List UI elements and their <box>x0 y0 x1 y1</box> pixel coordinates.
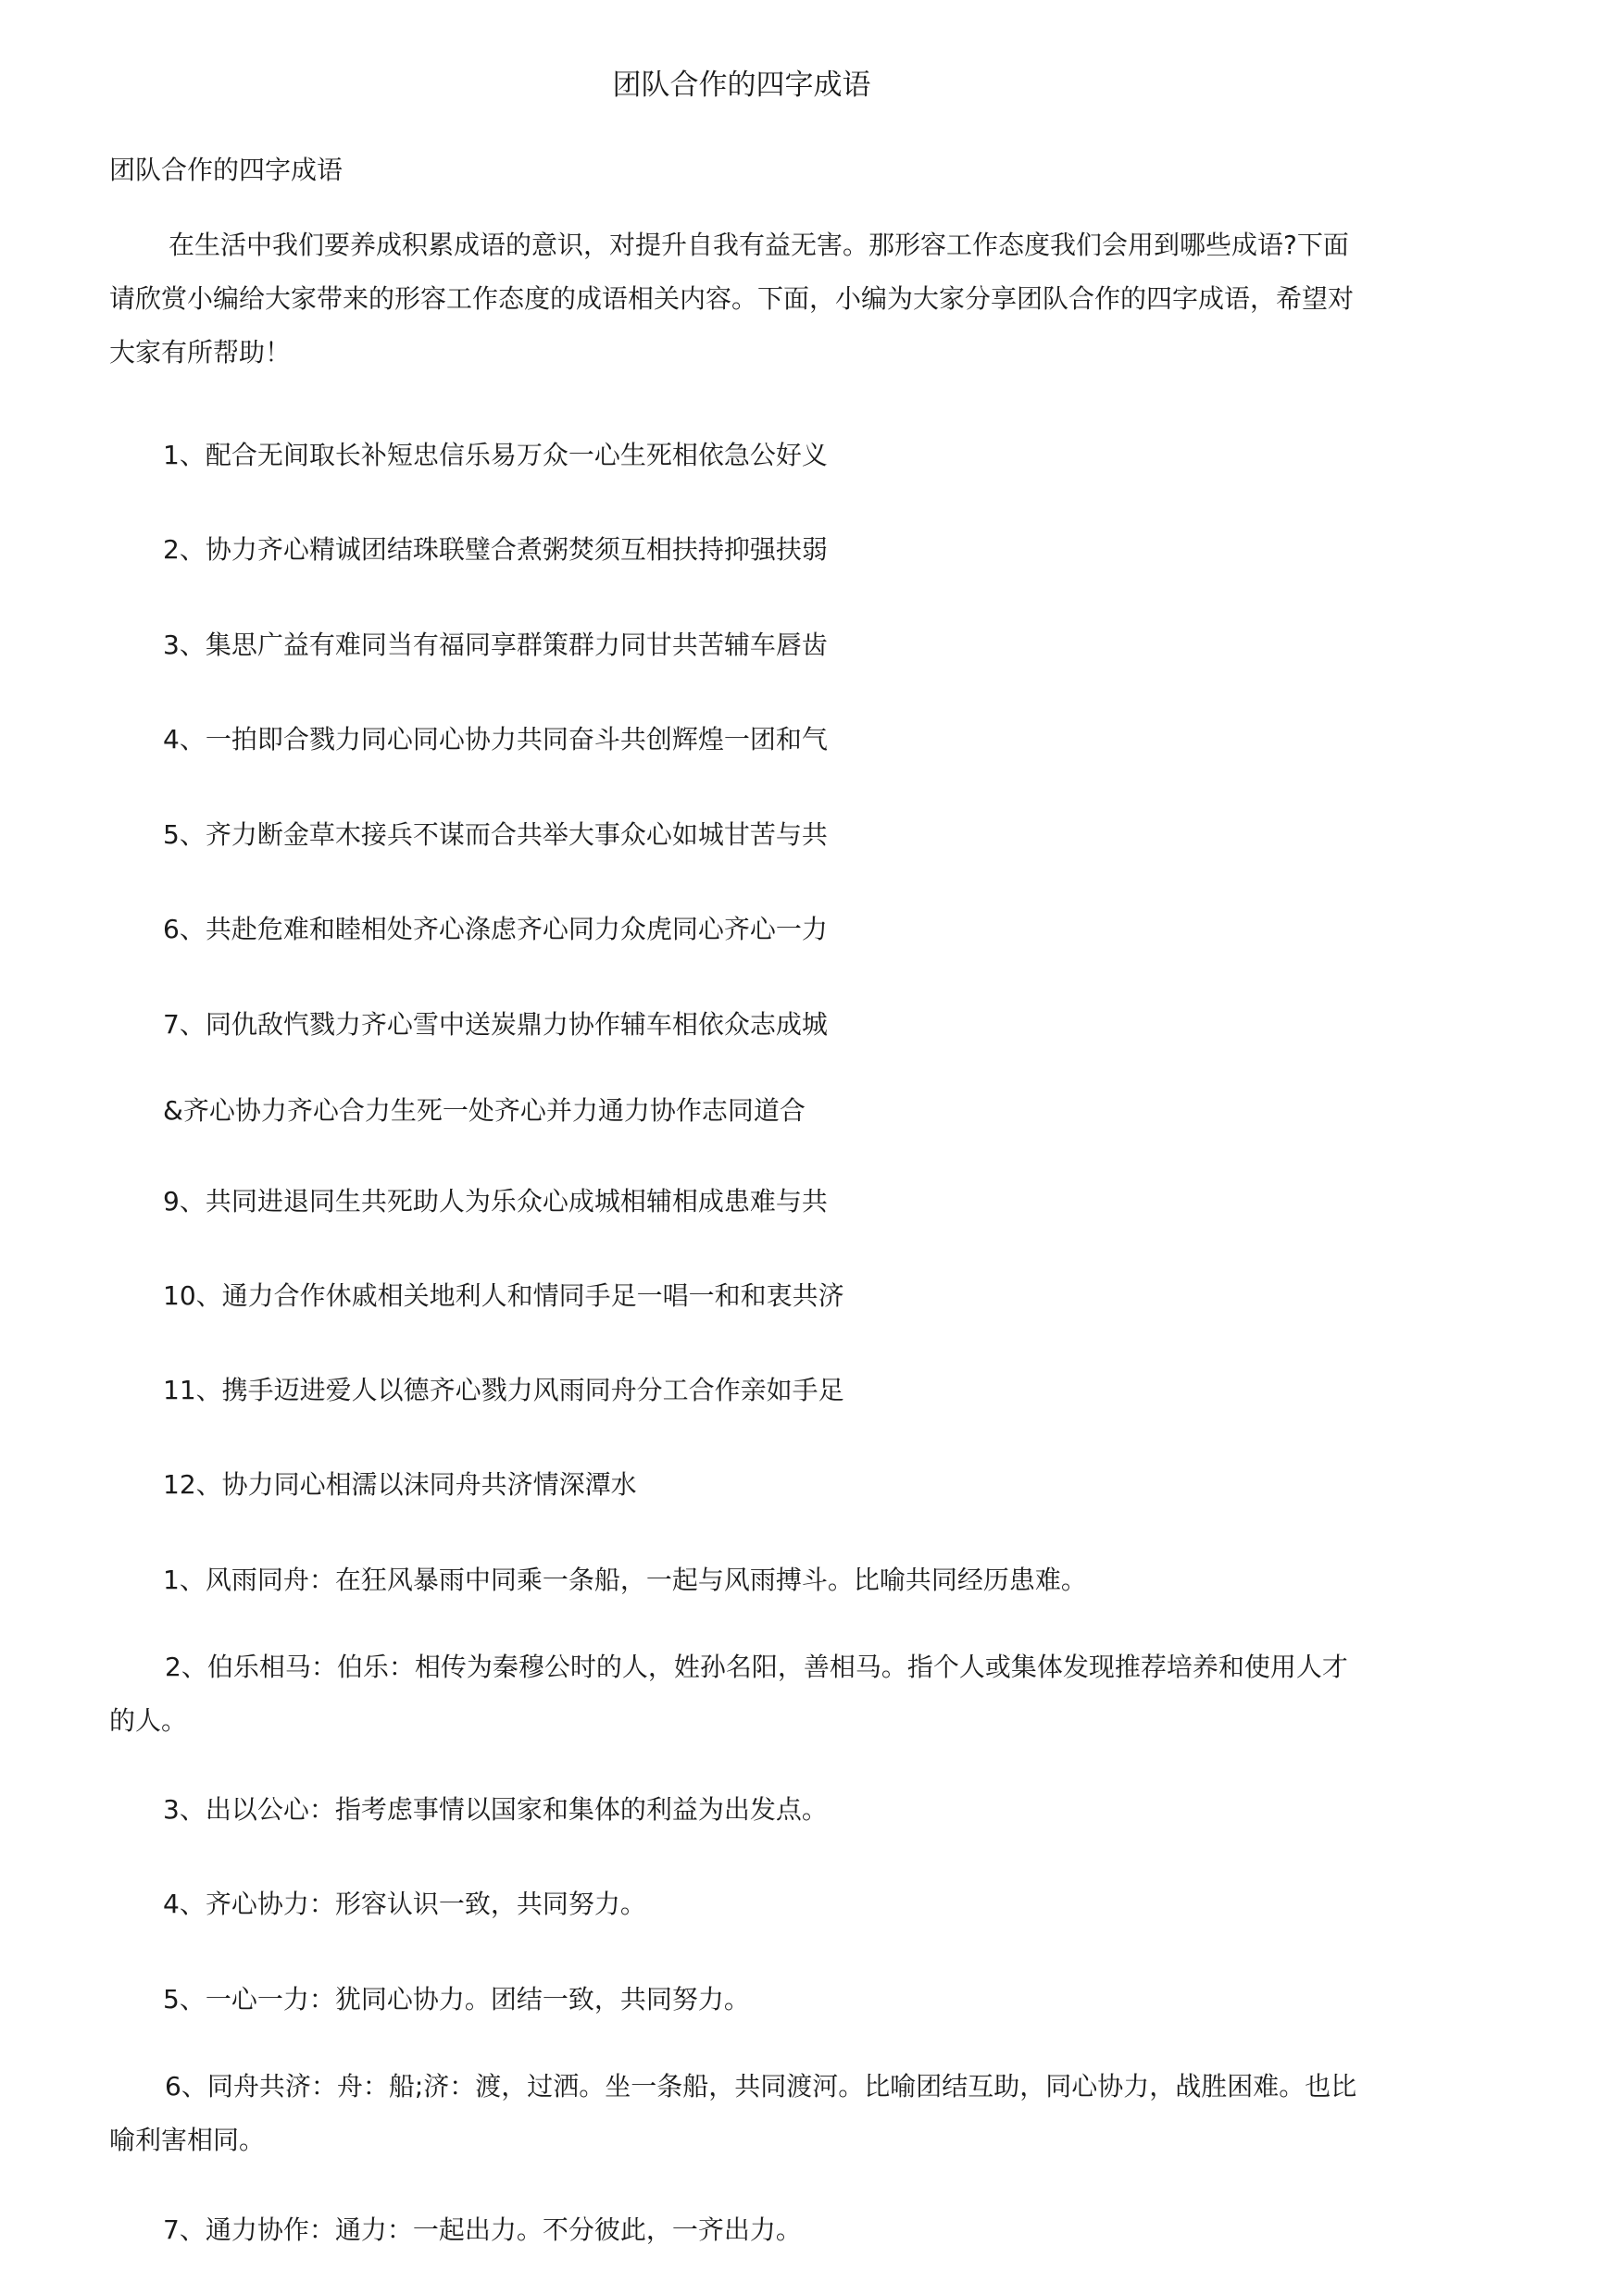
idiom-line: 6、共赴危难和睦相处齐心涤虑齐心同力众虎同心齐心一力 <box>163 914 828 944</box>
definition-item: 2、伯乐相马：伯乐：相传为秦穆公时的人，姓孙名阳，善相马。指个人或集体发现推荐培养和使用人才的人。 <box>109 1652 1348 1736</box>
idiom-line: 5、齐力断金草木接兵不谋而合共举大事众心如城甘苦与共 <box>163 819 828 850</box>
idiom-line: 9、共同进退同生共死助人为乐众心成城相辅相成患难与共 <box>163 1186 828 1216</box>
document-subtitle: 团队合作的四字成语 <box>109 155 344 185</box>
definition-item: 5、一心一力：犹同心协力。团结一致，共同努力。 <box>163 1984 750 2014</box>
definition-item: 1、风雨同舟：在狂风暴雨中同乘一条船，一起与风雨搏斗。比喻共同经历患难。 <box>163 1565 1087 1595</box>
idiom-line: 1、配合无间取长补短忠信乐易万众一心生死相依急公好义 <box>163 440 828 470</box>
definition-item: 6、同舟共济：舟：船;济：渡，过洒。坐一条船，共同渡河。比喻团结互助，同心协力，战胜困难。也比喻利害相同。 <box>109 2071 1357 2155</box>
document-title: 团队合作的四字成语 <box>612 69 871 102</box>
idiom-line: 12、协力同心相濡以沫同舟共济情深潭水 <box>163 1469 637 1500</box>
definition-item: 4、齐心协力：形容认识一致，共同努力。 <box>163 1889 646 1919</box>
idiom-line: 7、同仇敌忾戮力齐心雪中送炭鼎力协作辅车相依众志成城 <box>163 1009 828 1040</box>
idiom-line: 10、通力合作休戚相关地利人和情同手足一唱一和和衷共济 <box>163 1280 844 1311</box>
definition-item: 7、通力协作：通力：一起出力。不分彼此，一齐出力。 <box>163 2214 802 2245</box>
definition-item: 3、出以公心：指考虑事情以国家和集体的利益为出发点。 <box>163 1794 828 1825</box>
idiom-line: &齐心协力齐心合力生死一处齐心并力通力协作志同道合 <box>163 1095 806 1126</box>
idiom-line: 4、一拍即合戮力同心同心协力共同奋斗共创辉煌一团和气 <box>163 724 828 755</box>
idiom-line: 3、集思广益有难同当有福同享群策群力同甘共苦辅车唇齿 <box>163 630 828 660</box>
intro-paragraph: 在生活中我们要养成积累成语的意识，对提升自我有益无害。那形容工作态度我们会用到哪些成语?下面请欣赏小编给大家带来的形容工作态度的成语相关内容。下面，小编为大家分享团队合作的四字成语，希望对大家有所帮助！ <box>109 230 1355 368</box>
idiom-line: 2、协力齐心精诚团结珠联璧合煮粥焚须互相扶持抑强扶弱 <box>163 534 828 565</box>
idiom-line: 11、携手迈进爱人以德齐心戮力风雨同舟分工合作亲如手足 <box>163 1375 844 1405</box>
